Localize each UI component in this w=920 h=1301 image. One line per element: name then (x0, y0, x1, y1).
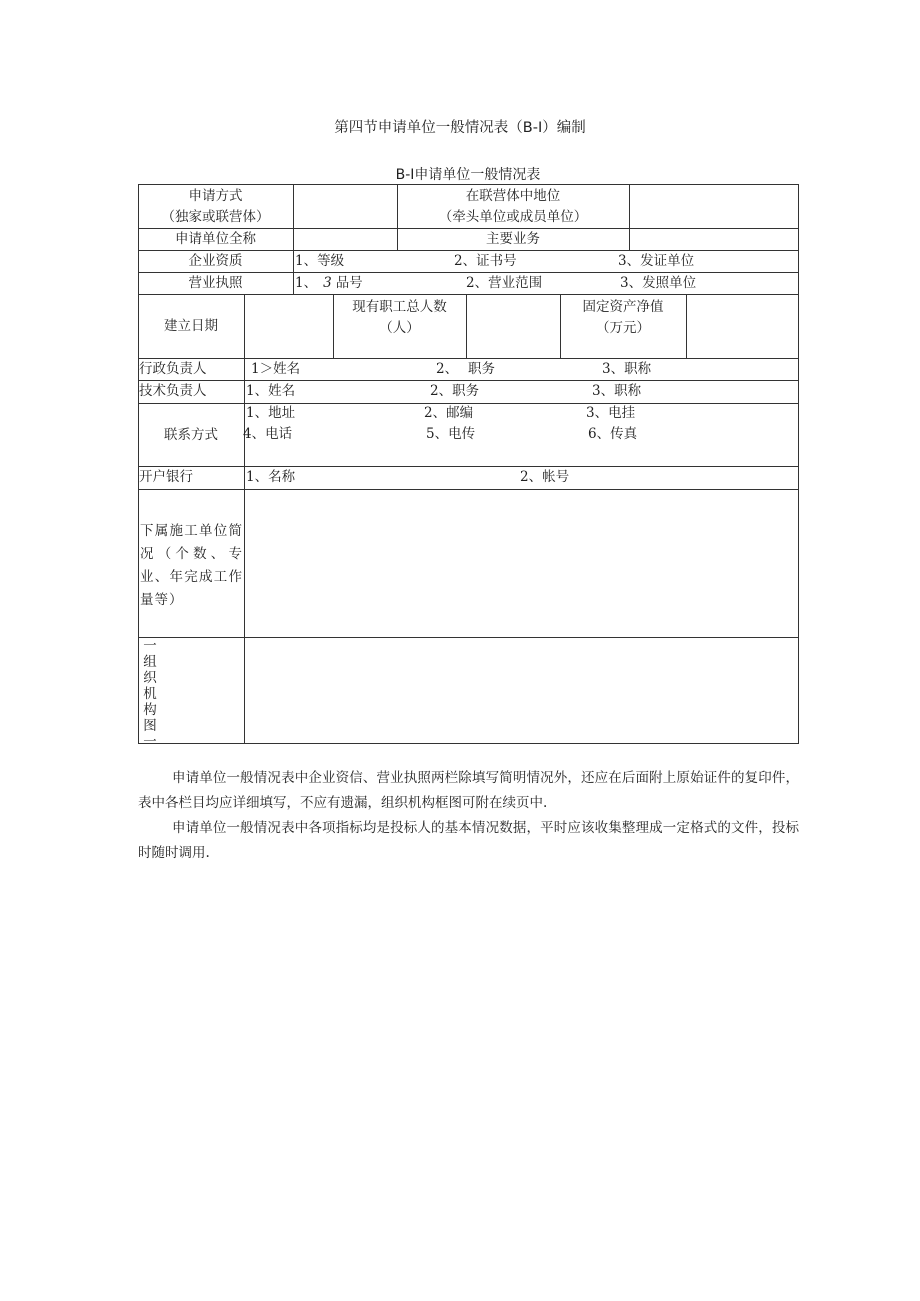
admin-post-num: 2、 (436, 361, 459, 377)
bank-name: 1、名称 (246, 469, 296, 485)
note-paragraph-2: 申请单位一般情况表中各项指标均是投标人的基本情况数据，平时应该收集整理成一定格式的文件，投标时随时调用. (138, 820, 799, 861)
org-chart-label (140, 638, 160, 750)
column-divider (629, 184, 630, 250)
license-brand-text: 品号 (335, 275, 363, 291)
column-divider (293, 250, 294, 294)
subsidiary-label: 下属施工单位简况（个数、专业、年完成工作量等） (140, 523, 243, 608)
page-heading: 第四节申请单位一般情况表（B-I）编制 (334, 120, 586, 136)
row-divider (138, 637, 799, 638)
apply-method-label: 申请方式 (188, 188, 243, 204)
license-label: 营业执照 (188, 275, 243, 291)
license-brand-prefix: 1、 (295, 275, 318, 291)
org-chart-char: 一 (143, 734, 157, 750)
contact-fax: 6、传真 (588, 426, 638, 442)
qualification-issuer: 3、发证单位 (618, 253, 695, 269)
admin-name: 1＞姓名 (251, 361, 301, 377)
admin-head-label: 行政负责人 (139, 361, 207, 377)
qualification-grade: 1、等级 (295, 253, 345, 269)
column-divider (244, 294, 245, 744)
row-divider (138, 489, 799, 490)
contact-phone-hang: 3、电挂 (586, 405, 636, 421)
column-divider (293, 184, 294, 250)
tech-head-label: 技术负责人 (139, 383, 207, 399)
assets-label: 固定资产净值 (582, 299, 664, 315)
staff-unit: （人） (379, 320, 420, 336)
org-chart-char: 组 (143, 654, 157, 670)
staff-label: 现有职工总人数 (352, 299, 447, 315)
org-chart-char: 构 (143, 702, 157, 718)
row-divider (138, 466, 799, 467)
tech-post: 2、职务 (430, 383, 480, 399)
row-divider (138, 294, 799, 295)
qualification-cert-no: 2、证书号 (454, 253, 517, 269)
main-business-label: 主要业务 (486, 231, 540, 247)
admin-post: 职务 (468, 361, 495, 377)
contact-address: 1、地址 (246, 405, 296, 421)
admin-title: 3、职称 (602, 361, 652, 377)
license-scope: 2、营业范围 (466, 275, 543, 291)
consortium-position-label: 在联营体中地位 (465, 188, 561, 204)
note-paragraph-1: 申请单位一般情况表中企业资信、营业执照两栏除填写简明情况外，还应在后面附上原始证件的复印件，表中各栏目均应详细填写，不应有遗漏，组织机构框图可附在续页中. (138, 770, 799, 811)
org-chart-char: 织 (143, 670, 157, 686)
license-brand-num: 3 (323, 275, 332, 291)
license-issuer: 3、发照单位 (620, 275, 697, 291)
org-chart-char: 一 (143, 638, 157, 654)
contact-label: 联系方式 (164, 427, 218, 443)
column-divider (466, 294, 467, 358)
bank-label: 开户银行 (139, 469, 193, 485)
bank-account: 2、帐号 (520, 469, 570, 485)
org-chart-char: 图 (143, 718, 157, 734)
qualification-label: 企业资质 (188, 253, 243, 269)
assets-unit: （万元） (596, 320, 650, 336)
apply-method-hint: （独家或联营体） (161, 209, 270, 225)
license-brand (295, 273, 363, 294)
full-name-label: 申请单位全称 (175, 231, 256, 247)
column-divider (686, 294, 687, 358)
contact-tel: 4、电话 (243, 426, 293, 442)
org-chart-char: 机 (143, 686, 157, 702)
consortium-position-hint: （牵头单位或成员单位） (438, 209, 588, 225)
founded-label: 建立日期 (164, 318, 218, 334)
tech-title: 3、职称 (592, 383, 642, 399)
table-caption: B-I申请单位一般情况表 (395, 167, 541, 183)
contact-postcode: 2、邮编 (424, 405, 474, 421)
tech-name: 1、姓名 (246, 383, 296, 399)
contact-telegram: 5、电传 (426, 426, 476, 442)
